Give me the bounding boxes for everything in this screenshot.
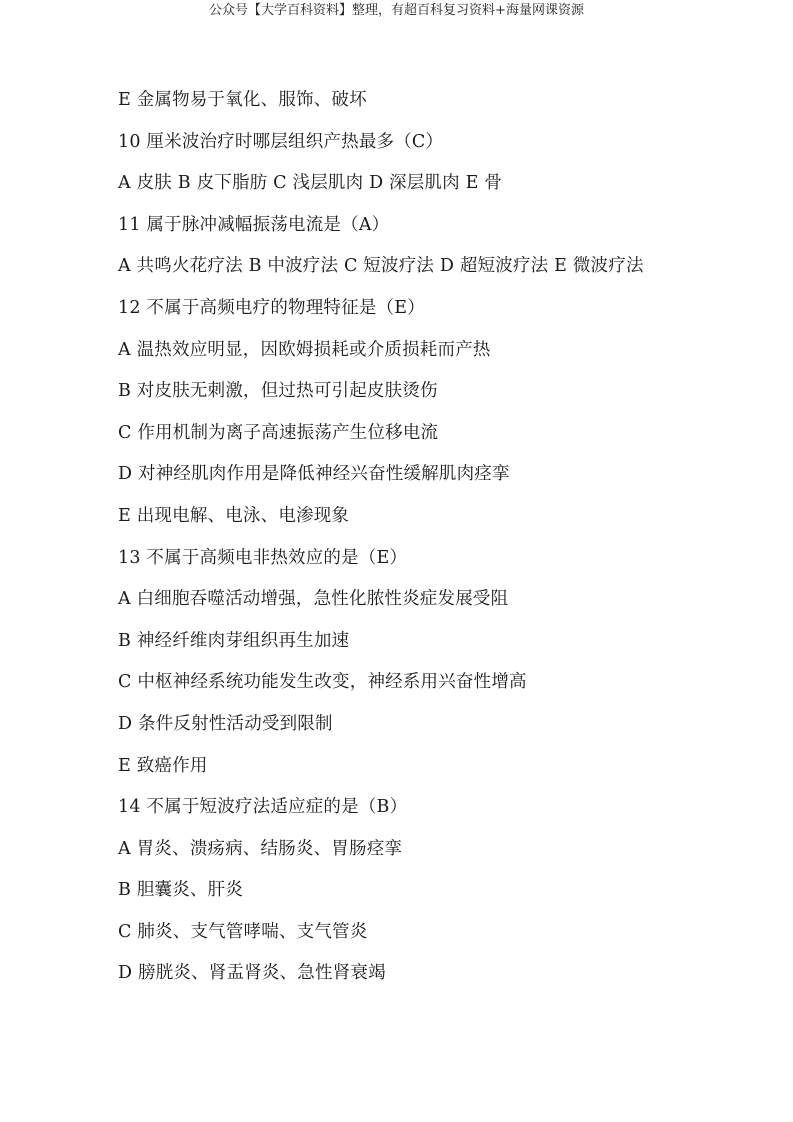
question-13-option-c: C 中枢神经系统功能发生改变，神经系用兴奋性增高 <box>118 672 527 693</box>
question-12-option-b: B 对皮肤无刺激，但过热可引起皮肤烫伤 <box>118 381 438 402</box>
question-12-option-c: C 作用机制为离子高速振荡产生位移电流 <box>118 422 439 443</box>
question-13-option-d: D 条件反射性活动受到限制 <box>118 713 333 734</box>
page-header: 公众号【大学百科资料】整理，有超百科复习资料+海量网课资源 <box>209 3 584 18</box>
question-13: 13 不属于高频电非热效应的是（E） <box>118 547 408 568</box>
document-body <box>118 80 758 995</box>
question-14-option-d: D 膀胱炎、肾盂肾炎、急性肾衰竭 <box>118 963 386 984</box>
question-14: 14 不属于短波疗法适应症的是（B） <box>118 797 408 818</box>
question-14-option-c: C 肺炎、支气管哮喘、支气管炎 <box>118 921 368 942</box>
question-10: 10 厘米波治疗时哪层组织产热最多（C） <box>118 131 444 152</box>
text-line: E 金属物易于氧化、服饰、破坏 <box>118 90 367 110</box>
question-12-option-e: E 出现电解、电泳、电渗现象 <box>118 505 350 526</box>
question-13-option-a: A 白细胞吞噬活动增强，急性化脓性炎症发展受阻 <box>118 589 509 610</box>
question-10-options: A 皮肤 B 皮下脂肪 C 浅层肌肉 D 深层肌肉 E 骨 <box>118 173 503 194</box>
question-12-option-a: A 温热效应明显，因欧姆损耗或介质损耗而产热 <box>118 339 491 360</box>
question-14-option-b: B 胆囊炎、肝炎 <box>118 880 244 901</box>
question-11: 11 属于脉冲减幅振荡电流是（A） <box>118 214 390 235</box>
question-13-option-b: B 神经纤维肉芽组织再生加速 <box>118 630 350 651</box>
question-11-options: A 共鸣火花疗法 B 中波疗法 C 短波疗法 D 超短波疗法 E 微波疗法 <box>118 256 644 277</box>
question-12: 12 不属于高频电疗的物理特征是（E） <box>118 297 425 318</box>
question-14-option-a: A 胃炎、溃疡病、结肠炎、胃肠痉挛 <box>118 838 403 859</box>
question-12-option-d: D 对神经肌肉作用是降低神经兴奋性缓解肌肉痉挛 <box>118 464 510 485</box>
question-13-option-e: E 致癌作用 <box>118 755 208 776</box>
